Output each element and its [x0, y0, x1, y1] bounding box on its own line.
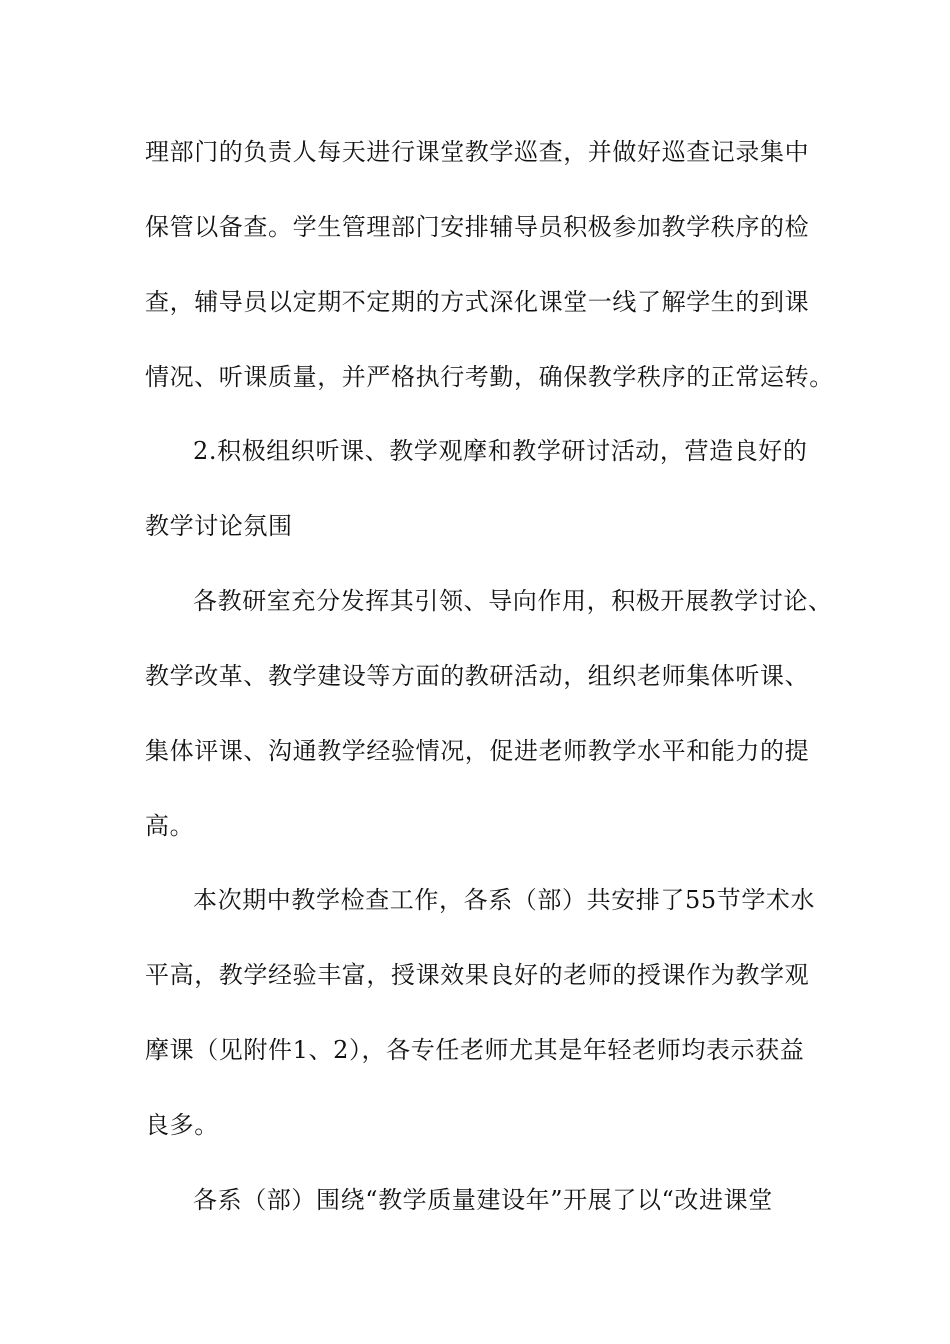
paragraph-line: 理部门的负责人每天进行课堂教学巡查，并做好巡查记录集中: [145, 138, 810, 166]
paragraph-line: 保管以备查。学生管理部门安排辅导员积极参加教学秩序的检: [145, 213, 810, 241]
paragraph-line: 高。: [145, 812, 195, 840]
paragraph-line: 本次期中教学检查工作，各系（部）共安排了55节学术水: [193, 886, 816, 914]
paragraph-line: 良多。: [145, 1111, 219, 1139]
paragraph-line: 各教研室充分发挥其引领、导向作用，积极开展教学讨论、: [193, 587, 833, 615]
paragraph-line: 教学改革、教学建设等方面的教研活动，组织老师集体听课、: [145, 662, 810, 690]
paragraph-line: 集体评课、沟通教学经验情况，促进老师教学水平和能力的提: [145, 737, 810, 765]
section-heading-line: 2.积极组织听课、教学观摩和教学研讨活动，营造良好的: [193, 437, 808, 465]
paragraph-line: 情况、听课质量，并严格执行考勤，确保教学秩序的正常运转。: [145, 363, 834, 391]
paragraph-line: 查，辅导员以定期不定期的方式深化课堂一线了解学生的到课: [145, 288, 810, 316]
paragraph-line: 摩课（见附件1、2），各专任老师尤其是年轻老师均表示获益: [145, 1036, 805, 1064]
paragraph-line: 各系（部）围绕“教学质量建设年”开展了以“改进课堂: [193, 1186, 773, 1214]
paragraph-line: 平高，教学经验丰富，授课效果良好的老师的授课作为教学观: [145, 961, 810, 989]
section-heading-line: 教学讨论氛围: [145, 512, 293, 540]
